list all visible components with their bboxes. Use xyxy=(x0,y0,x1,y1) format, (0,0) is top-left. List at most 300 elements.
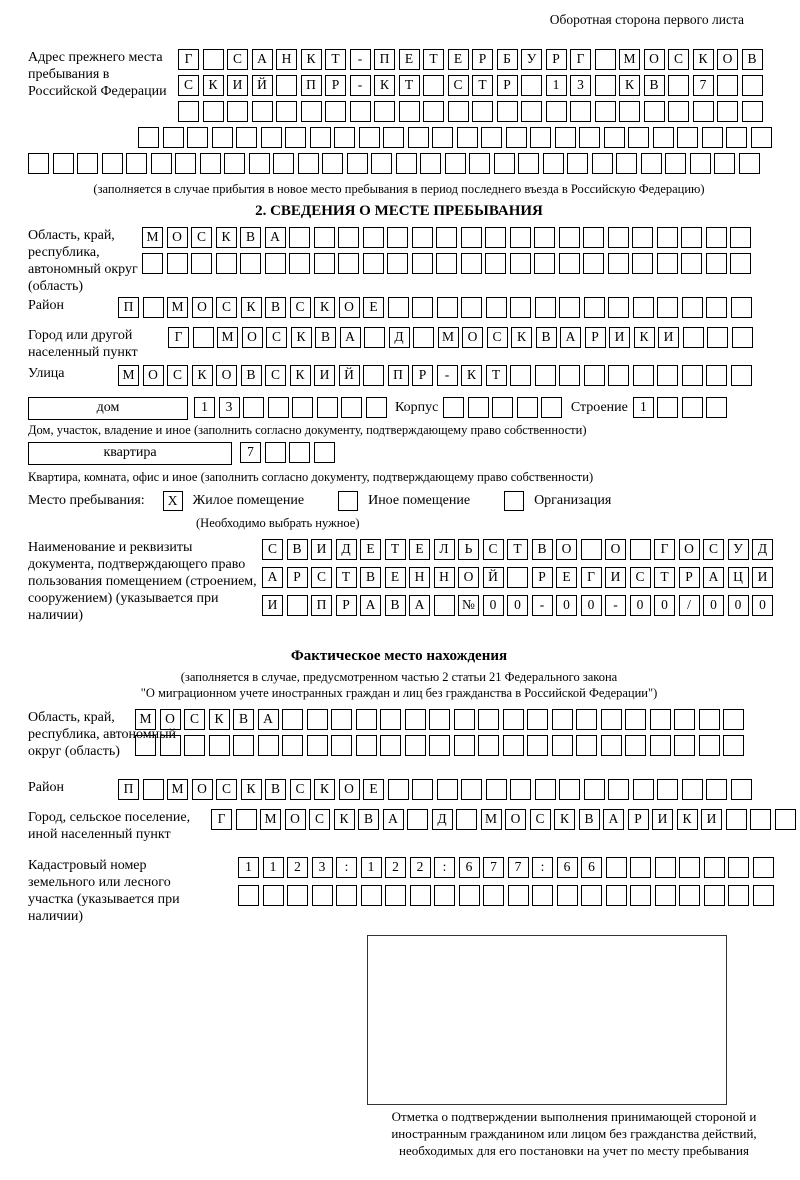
char-cell xyxy=(468,397,489,418)
prev-address-block xyxy=(28,49,770,179)
char-grid-inline xyxy=(240,442,338,459)
option-other-premises-label: Иное помещение xyxy=(368,493,471,508)
char-cell xyxy=(478,709,499,730)
char-cell xyxy=(434,885,455,906)
char-cell: С xyxy=(630,567,651,588)
char-cell xyxy=(437,779,458,800)
char-cell xyxy=(657,253,678,274)
char-cell xyxy=(240,253,261,274)
char-cell xyxy=(167,253,188,274)
char-cell: Е xyxy=(399,49,420,70)
char-cell: Г xyxy=(178,49,199,70)
char-cell xyxy=(579,127,600,148)
char-cell xyxy=(706,365,727,386)
char-cell: В xyxy=(385,595,406,616)
char-cell xyxy=(412,779,433,800)
char-cell: 1 xyxy=(194,397,215,418)
char-cell xyxy=(608,253,629,274)
char-cell: И xyxy=(227,75,248,96)
char-cell xyxy=(77,153,98,174)
char-cell xyxy=(518,153,539,174)
char-cell xyxy=(341,397,362,418)
char-cell xyxy=(630,885,651,906)
char-cell xyxy=(521,75,542,96)
district-label: Район xyxy=(28,298,64,313)
char-cell xyxy=(350,101,371,122)
char-cell xyxy=(559,253,580,274)
char-cell: 2 xyxy=(287,857,308,878)
char-cell: Г xyxy=(654,539,675,560)
char-cell xyxy=(163,127,184,148)
char-cell xyxy=(665,153,686,174)
cadastral-block xyxy=(28,857,770,931)
char-cell: С xyxy=(290,779,311,800)
char-cell: 2 xyxy=(385,857,406,878)
char-cell xyxy=(541,397,562,418)
char-cell xyxy=(209,735,230,756)
char-cell: И xyxy=(658,327,679,348)
char-cell: 1 xyxy=(546,75,567,96)
char-cell xyxy=(371,153,392,174)
char-cell: М xyxy=(260,809,281,830)
prev-address-note: (заполняется в случае прибытия в новое место пребывания в период последнего въезда в Российскую Федерацию) xyxy=(93,182,705,196)
char-cell xyxy=(674,709,695,730)
char-cell xyxy=(413,327,434,348)
char-cell: М xyxy=(217,327,238,348)
char-cell xyxy=(552,709,573,730)
char-cell xyxy=(527,735,548,756)
char-cell xyxy=(581,885,602,906)
char-cell xyxy=(138,127,159,148)
char-cell xyxy=(356,735,377,756)
char-cell xyxy=(699,709,720,730)
char-cell: П xyxy=(374,49,395,70)
char-grid-row xyxy=(118,779,770,800)
char-cell xyxy=(412,297,433,318)
char-cell xyxy=(674,735,695,756)
char-cell: А xyxy=(265,227,286,248)
char-cell xyxy=(521,101,542,122)
char-cell xyxy=(383,127,404,148)
char-cell: К xyxy=(334,809,355,830)
char-cell xyxy=(243,397,264,418)
char-cell: Е xyxy=(363,779,384,800)
char-cell: 7 xyxy=(508,857,529,878)
char-cell: Р xyxy=(546,49,567,70)
char-cell xyxy=(233,735,254,756)
char-cell: И xyxy=(752,567,773,588)
char-cell xyxy=(443,397,464,418)
char-grid-row xyxy=(168,327,770,348)
char-cell xyxy=(704,857,725,878)
char-cell xyxy=(559,297,580,318)
char-cell: С xyxy=(668,49,689,70)
char-cell: В xyxy=(536,327,557,348)
char-cell xyxy=(751,127,772,148)
document-label: Наименование и реквизиты документа, подтверждающего право пользования помещением (строением, сооружением) (указывается при наличии) xyxy=(28,540,257,623)
char-cell xyxy=(702,127,723,148)
char-cell xyxy=(276,101,297,122)
char-cell xyxy=(592,153,613,174)
char-cell xyxy=(723,735,744,756)
char-cell: - xyxy=(437,365,458,386)
actual-location-title: Фактическое место нахождения xyxy=(290,648,508,664)
char-cell xyxy=(445,153,466,174)
char-cell xyxy=(657,227,678,248)
char-cell xyxy=(461,253,482,274)
char-cell: 7 xyxy=(693,75,714,96)
char-cell: К xyxy=(209,709,230,730)
char-cell: Ц xyxy=(728,567,749,588)
char-cell: К xyxy=(290,365,311,386)
char-cell xyxy=(252,101,273,122)
char-cell: М xyxy=(619,49,640,70)
char-cell: Т xyxy=(385,539,406,560)
char-cell: 7 xyxy=(240,442,261,463)
char-grid-row xyxy=(142,227,770,248)
char-cell: Г xyxy=(168,327,189,348)
char-cell xyxy=(388,779,409,800)
char-cell xyxy=(423,75,444,96)
char-cell: М xyxy=(167,297,188,318)
char-cell xyxy=(258,735,279,756)
char-cell: : xyxy=(336,857,357,878)
char-cell: О xyxy=(505,809,526,830)
char-cell: А xyxy=(560,327,581,348)
char-cell xyxy=(366,397,387,418)
char-cell xyxy=(532,885,553,906)
char-cell xyxy=(187,127,208,148)
char-cell: В xyxy=(241,365,262,386)
char-cell xyxy=(363,227,384,248)
char-cell: О xyxy=(644,49,665,70)
char-cell: Т xyxy=(654,567,675,588)
char-grid-row xyxy=(118,297,770,318)
char-cell xyxy=(336,885,357,906)
actual-city-block xyxy=(28,809,770,843)
char-cell xyxy=(595,75,616,96)
char-cell: К xyxy=(291,327,312,348)
char-cell xyxy=(485,253,506,274)
char-cell: О xyxy=(160,709,181,730)
char-cell xyxy=(363,365,384,386)
char-cell: Е xyxy=(448,49,469,70)
char-cell xyxy=(608,227,629,248)
char-cell: Н xyxy=(276,49,297,70)
char-cell: С xyxy=(184,709,205,730)
char-cell: Р xyxy=(628,809,649,830)
char-cell xyxy=(437,297,458,318)
apartment-row xyxy=(28,442,770,466)
char-cell xyxy=(364,327,385,348)
char-cell xyxy=(682,297,703,318)
char-cell xyxy=(289,227,310,248)
char-cell: С xyxy=(266,327,287,348)
char-cell xyxy=(625,709,646,730)
char-cell xyxy=(461,779,482,800)
street-label: Улица xyxy=(28,366,65,381)
char-cell xyxy=(143,297,164,318)
char-cell xyxy=(682,397,703,418)
char-cell xyxy=(510,227,531,248)
char-cell: П xyxy=(311,595,332,616)
char-cell xyxy=(552,735,573,756)
char-cell: Й xyxy=(483,567,504,588)
char-cell xyxy=(601,709,622,730)
char-cell xyxy=(633,365,654,386)
char-cell xyxy=(481,127,502,148)
char-cell: О xyxy=(605,539,626,560)
char-cell: И xyxy=(701,809,722,830)
char-grid-row xyxy=(142,253,770,274)
char-cell xyxy=(606,857,627,878)
char-cell: М xyxy=(438,327,459,348)
char-cell: Т xyxy=(325,49,346,70)
char-cell xyxy=(434,595,455,616)
char-cell xyxy=(287,885,308,906)
char-cell: 0 xyxy=(703,595,724,616)
char-cell: Е xyxy=(409,539,430,560)
char-cell: С xyxy=(265,365,286,386)
char-cell xyxy=(535,365,556,386)
char-cell: Б xyxy=(497,49,518,70)
char-cell xyxy=(706,397,727,418)
char-cell xyxy=(359,127,380,148)
char-cell: 0 xyxy=(581,595,602,616)
char-cell: В xyxy=(742,49,763,70)
char-cell xyxy=(380,735,401,756)
char-cell xyxy=(356,709,377,730)
char-cell xyxy=(469,153,490,174)
char-grid-row xyxy=(178,75,770,96)
stay-type-note: (Необходимо выбрать нужное) xyxy=(196,516,360,530)
char-cell xyxy=(584,365,605,386)
house-row xyxy=(28,397,770,421)
char-cell xyxy=(298,153,319,174)
char-cell xyxy=(682,365,703,386)
char-cell: И xyxy=(652,809,673,830)
char-cell: 1 xyxy=(263,857,284,878)
char-cell xyxy=(282,735,303,756)
char-cell: 0 xyxy=(556,595,577,616)
char-grid-inline xyxy=(633,397,731,414)
char-cell: К xyxy=(241,779,262,800)
char-cell xyxy=(535,779,556,800)
char-cell: Т xyxy=(399,75,420,96)
char-cell xyxy=(102,153,123,174)
char-cell: О xyxy=(192,297,213,318)
char-cell: К xyxy=(677,809,698,830)
char-cell xyxy=(606,885,627,906)
actual-district-block xyxy=(28,779,770,805)
char-cell xyxy=(203,101,224,122)
char-cell: П xyxy=(388,365,409,386)
char-cell xyxy=(314,227,335,248)
char-cell xyxy=(454,709,475,730)
char-cell xyxy=(387,253,408,274)
char-cell: - xyxy=(350,75,371,96)
char-cell xyxy=(263,885,284,906)
char-cell: С xyxy=(216,297,237,318)
checkbox-other-premises xyxy=(338,491,358,511)
char-cell xyxy=(576,735,597,756)
apartment-note: Квартира, комната, офис и иное (заполнить согласно документу, подтверждающему право собственности) xyxy=(28,470,594,484)
char-cell xyxy=(728,857,749,878)
stamp-note: Отметка о подтверждении выполнения принимающей стороной и иностранным гражданином или лицом без гражданства действий, необходимых для его постановки на учет по месту пребывания xyxy=(391,1109,757,1158)
char-cell xyxy=(486,779,507,800)
checkbox-dwelling: X xyxy=(163,491,183,511)
char-cell: / xyxy=(679,595,700,616)
char-cell xyxy=(307,735,328,756)
char-cell xyxy=(682,779,703,800)
char-cell xyxy=(584,779,605,800)
char-cell xyxy=(583,253,604,274)
char-cell: О xyxy=(717,49,738,70)
char-cell xyxy=(567,153,588,174)
char-cell xyxy=(347,153,368,174)
char-cell xyxy=(601,735,622,756)
char-cell xyxy=(608,779,629,800)
char-cell: О xyxy=(242,327,263,348)
char-cell xyxy=(632,253,653,274)
char-cell xyxy=(472,101,493,122)
char-cell: : xyxy=(532,857,553,878)
char-cell xyxy=(543,153,564,174)
stroenie-label: Строение xyxy=(570,400,628,415)
char-cell xyxy=(630,539,651,560)
char-cell xyxy=(742,75,763,96)
char-cell: 6 xyxy=(581,857,602,878)
char-cell xyxy=(704,885,725,906)
house-note: Дом, участок, владение и иное (заполнить согласно документу, подтверждающему право собственности) xyxy=(28,423,587,437)
char-cell: Р xyxy=(585,327,606,348)
char-cell xyxy=(486,297,507,318)
char-cell: О xyxy=(679,539,700,560)
char-cell: Й xyxy=(252,75,273,96)
char-cell xyxy=(265,442,286,463)
char-cell: К xyxy=(192,365,213,386)
prev-address-label: Адрес прежнего места пребывания в Российской Федерации xyxy=(28,50,167,99)
char-cell: 1 xyxy=(361,857,382,878)
char-cell: Й xyxy=(339,365,360,386)
char-cell: Н xyxy=(434,567,455,588)
char-cell xyxy=(307,709,328,730)
char-cell xyxy=(287,595,308,616)
char-cell xyxy=(679,857,700,878)
char-cell: Т xyxy=(486,365,507,386)
char-cell: С xyxy=(448,75,469,96)
char-cell: Е xyxy=(556,567,577,588)
char-cell xyxy=(632,227,653,248)
char-cell: А xyxy=(252,49,273,70)
char-cell: Р xyxy=(532,567,553,588)
char-grid-row xyxy=(262,539,770,560)
document-block xyxy=(28,539,770,644)
char-cell xyxy=(412,227,433,248)
actual-location-note1: (заполняется в случае, предусмотренном частью 2 статьи 21 Федерального закона xyxy=(180,670,618,684)
char-cell: Т xyxy=(336,567,357,588)
char-cell xyxy=(731,297,752,318)
char-cell: К xyxy=(511,327,532,348)
char-cell: П xyxy=(301,75,322,96)
char-cell xyxy=(717,101,738,122)
char-cell xyxy=(268,397,289,418)
char-cell: Е xyxy=(363,297,384,318)
char-cell xyxy=(396,153,417,174)
char-cell: К xyxy=(241,297,262,318)
char-cell xyxy=(461,297,482,318)
char-cell xyxy=(730,227,751,248)
char-cell: Д xyxy=(336,539,357,560)
char-cell xyxy=(429,735,450,756)
char-cell: Д xyxy=(432,809,453,830)
char-cell: 2 xyxy=(410,857,431,878)
actual-region-block xyxy=(28,709,770,775)
char-cell xyxy=(534,253,555,274)
char-cell: С xyxy=(290,297,311,318)
stay-type-row xyxy=(28,491,770,513)
char-cell xyxy=(184,735,205,756)
char-cell: 0 xyxy=(728,595,749,616)
char-cell xyxy=(338,227,359,248)
char-cell xyxy=(331,709,352,730)
char-cell xyxy=(387,227,408,248)
char-cell: Л xyxy=(434,539,455,560)
char-cell: К xyxy=(554,809,575,830)
char-cell xyxy=(608,365,629,386)
char-cell: - xyxy=(532,595,553,616)
char-cell xyxy=(668,75,689,96)
char-grid-row xyxy=(118,365,770,386)
char-cell: К xyxy=(203,75,224,96)
char-cell xyxy=(731,779,752,800)
char-cell xyxy=(429,709,450,730)
char-cell: В xyxy=(240,227,261,248)
apartment-type-box: квартира xyxy=(28,442,232,465)
char-cell: Т xyxy=(507,539,528,560)
char-cell: О xyxy=(462,327,483,348)
char-cell xyxy=(494,153,515,174)
char-cell xyxy=(405,709,426,730)
char-cell: Р xyxy=(336,595,357,616)
char-cell xyxy=(576,709,597,730)
char-cell xyxy=(699,735,720,756)
char-cell: Г xyxy=(211,809,232,830)
char-grid-row xyxy=(178,101,770,122)
char-cell xyxy=(363,253,384,274)
char-cell: К xyxy=(634,327,655,348)
char-cell xyxy=(312,885,333,906)
char-cell xyxy=(644,101,665,122)
char-cell: Ь xyxy=(458,539,479,560)
char-cell xyxy=(683,327,704,348)
char-cell: 6 xyxy=(459,857,480,878)
char-cell xyxy=(405,735,426,756)
char-cell: 6 xyxy=(557,857,578,878)
char-cell: П xyxy=(118,779,139,800)
actual-district-label: Район xyxy=(28,780,64,795)
char-cell xyxy=(236,127,257,148)
char-cell xyxy=(677,127,698,148)
char-cell: К xyxy=(693,49,714,70)
char-cell xyxy=(506,127,527,148)
char-cell xyxy=(276,75,297,96)
char-cell xyxy=(492,397,513,418)
char-cell xyxy=(310,127,331,148)
char-cell xyxy=(510,779,531,800)
char-cell: С xyxy=(311,567,332,588)
char-cell xyxy=(650,735,671,756)
